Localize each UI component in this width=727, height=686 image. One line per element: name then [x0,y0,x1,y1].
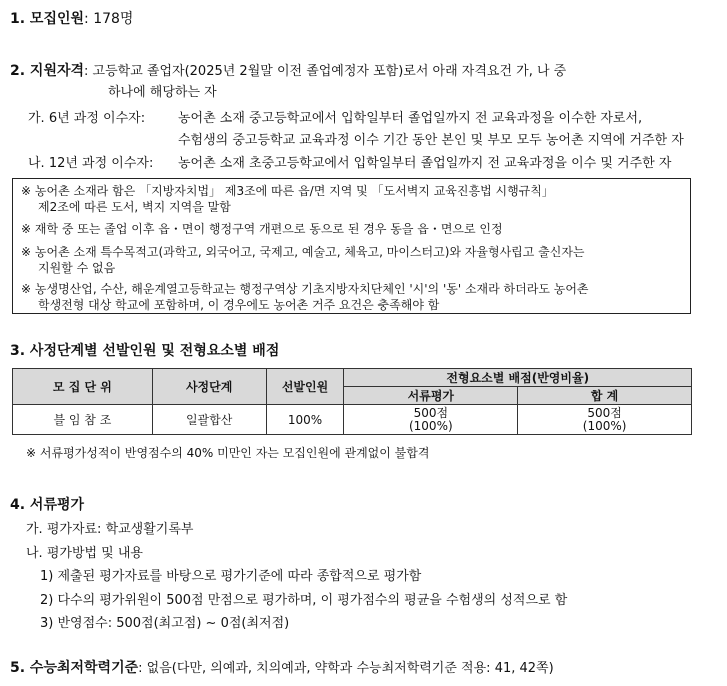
section-4-title: 4. 서류평가 [10,497,85,513]
criterion-na-text: 농어촌 소재 초중고등학교에서 입학일부터 졸업일까지 전 교육과정을 이수 및 거주한 자 [178,156,672,171]
note-1-mark: ※ [21,184,32,198]
cell-doc-eval [344,405,518,435]
section-4-item-b: 나. 평가방법 및 내용 [26,546,143,561]
note-3-line-1: 농어촌 소재 특수목적고(과학고, 외국어고, 국제고, 예술고, 체육고, 마이스터고)와 자율형사립고 출신자는 [34,245,585,259]
section-2-line [10,60,566,80]
header-total: 합 계 [518,387,692,405]
cell-doc-score: 500점 [413,405,449,420]
section-4-sub-3: 3) 반영점수: 500점(최고점) ~ 0점(최저점) [40,616,290,631]
cell-count: 100% [266,405,344,435]
note-4-line-2: 학생전형 대상 학교에 포함하며, 이 경우에도 농어촌 거주 요건은 충족해야 함 [38,298,440,312]
section-5-line [10,657,554,677]
section-4-sub-1: 1) 제출된 평가자료를 바탕으로 평가기준에 따라 종합적으로 평가함 [40,569,422,584]
note-1-line-2: 제2조에 따른 도서, 벽지 지역을 말함 [38,200,231,214]
note-2-mark: ※ [21,222,32,236]
table-note-mark: ※ [26,446,37,460]
note-4-mark: ※ [21,282,32,296]
header-doc-eval: 서류평가 [344,387,518,405]
note-3-line-2: 지원할 수 없음 [38,261,116,275]
table-header-row-1 [13,369,692,387]
note-3 [21,244,585,260]
note-1-line-1: 농어촌 소재라 함은 「지방자치법」 제3조에 따른 읍/면 지역 및 「도서벽지 교육진흥법 시행규칙」 [34,184,554,198]
section-2-text-1: : 고등학교 졸업자(2025년 2월말 이전 졸업예정자 포함)로서 아래 자격요건 가, 나 중 [84,64,567,79]
cell-doc-ratio: (100%) [408,418,453,433]
notes-box [12,178,691,314]
table-note-text: 서류평가성적이 반영점수의 40% 미만인 자는 모집인원에 관계없이 불합격 [39,446,430,460]
cell-total-ratio: (100%) [582,418,627,433]
note-3-mark: ※ [21,245,32,259]
table-row [13,405,692,435]
cell-stage: 일괄합산 [152,405,266,435]
section-1-value: : 178명 [84,11,134,27]
note-1 [21,183,554,199]
criterion-ga-label: 가. 6년 과정 이수자: [28,111,146,126]
section-1-line [10,8,133,28]
section-4-sub-2: 2) 다수의 평가위원이 500점 만점으로 평가하며, 이 평가점수의 평균을 수험생의 성적으로 함 [40,593,568,608]
note-2-line-1: 재학 중 또는 졸업 이후 읍・면이 행정구역 개편으로 동으로 된 경우 동을 읍・면으로 인정 [34,222,503,236]
criterion-na-label: 나. 12년 과정 이수자: [28,156,154,171]
section-5-value: : 없음(다만, 의예과, 치의예과, 약학과 수능최저학력기준 적용: 41, 42쪽) [138,661,554,676]
header-unit: 모 집 단 위 [13,369,153,405]
note-2 [21,221,503,237]
cell-unit: 블 임 참 조 [13,405,153,435]
header-stage: 사정단계 [152,369,266,405]
section-5-label: 5. 수능최저학력기준 [10,660,139,676]
cell-total [518,405,692,435]
section-4-item-a: 가. 평가자료: 학교생활기록부 [26,522,194,537]
note-4 [21,281,589,297]
section-1-label: 1. 모집인원 [10,11,85,27]
criterion-ga-text-1: 농어촌 소재 중고등학교에서 입학일부터 졸업일까지 전 교육과정을 이수한 자로서, [178,111,643,126]
table-note [26,444,429,461]
header-score-group: 전형요소별 배점(반영비율) [344,369,692,387]
section-3-title: 3. 사정단계별 선발인원 및 전형요소별 배점 [10,343,280,359]
cell-total-score: 500점 [587,405,622,420]
note-4-line-1: 농생명산업, 수산, 해운계열고등학교는 행정구역상 기초지방자치단체인 '시'의 '동' 소재라 하더라도 농어촌 [34,282,589,296]
header-count: 선발인원 [266,369,344,405]
criterion-ga-text-2: 수험생의 중고등학교 교육과정 이수 기간 동안 본인 및 부모 모두 농어촌 지역에 거주한 자 [178,133,684,148]
section-2-text-2: 하나에 해당하는 자 [108,85,217,100]
section-2-label: 2. 지원자격 [10,63,85,79]
selection-table [12,368,692,435]
